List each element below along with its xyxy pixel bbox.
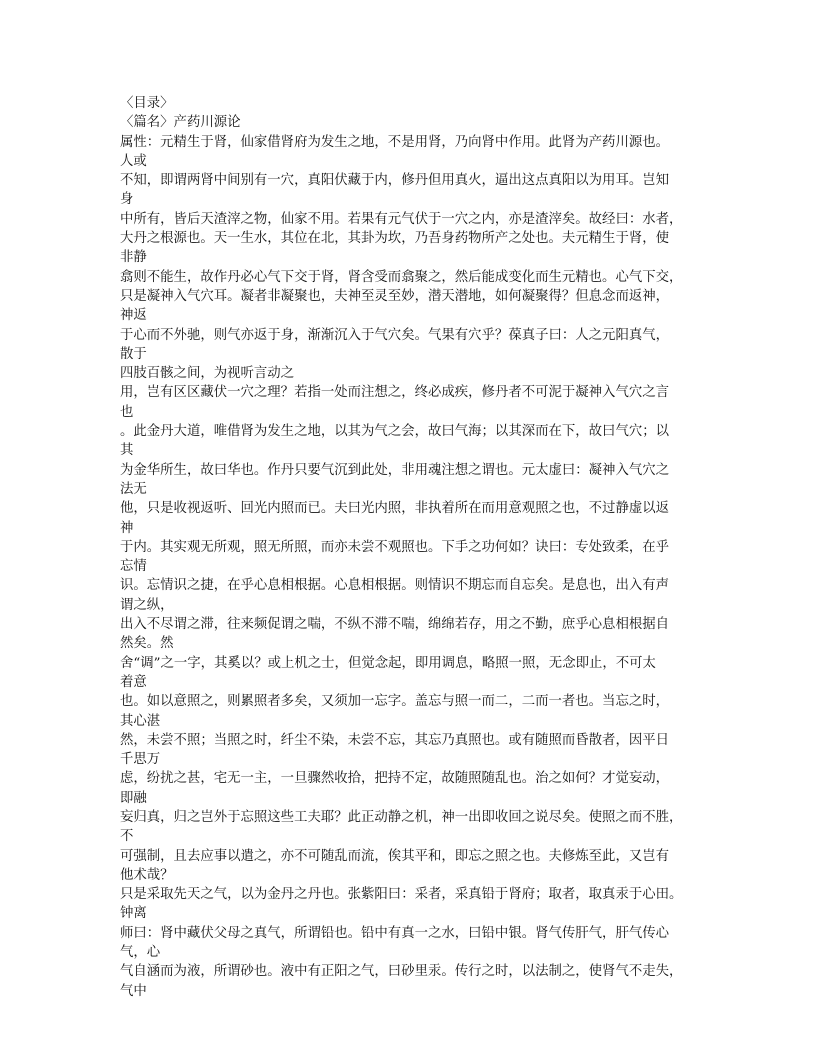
- text-line: 于心而不外驰，则气亦返于身，渐渐沉入于气穴矣。气果有穴乎？葆真子曰：人之元阳真气，: [120, 327, 670, 343]
- text-line: 钟离: [120, 906, 147, 922]
- text-line: 非静: [120, 250, 147, 266]
- text-line: 识。忘情识之捷，在乎心息相根据。心息相根据。则情识不期忘而自忘矣。是息也，出入有声: [120, 578, 670, 594]
- text-line: 舍“调”之一字，其奚以？或上机之士，但觉念起，即用调息，略照一照，无念即止，不可太: [120, 655, 656, 671]
- text-line: 散于: [120, 346, 147, 362]
- text-line: 可强制，且去应事以遣之，亦不可随乱而流，俟其平和，即忘之照之也。夫修炼至此，又岂有: [120, 848, 670, 864]
- text-line: 身: [120, 192, 134, 208]
- text-line: 谓之纵，: [120, 597, 174, 613]
- text-line: 只是采取先天之气，以为金丹之丹也。张紫阳曰：采者，采真铅于肾府；取者，取真汞于心田。: [120, 887, 683, 903]
- text-line: 神: [120, 520, 134, 536]
- toc-heading: 〈目录〉: [120, 96, 174, 111]
- text-line: 大丹之根源也。天一生水，其位在北，其卦为坎，乃吾身药物所产之处也。夫元精生于肾，使: [120, 231, 670, 247]
- text-line: 也。如以意照之，则累照者多矣，又须加一忘字。盖忘与照一而二，二而一者也。当忘之时，: [120, 694, 670, 710]
- text-line: 。此金丹大道，唯借肾为发生之地，以其为气之会，故曰气海；以其深而在下，故曰气穴；以: [120, 424, 670, 440]
- text-line: 其: [120, 443, 134, 459]
- text-line: 翕则不能生，故作丹必心气下交于肾，肾含受而翕聚之，然后能成变化而生元精也。心气下交，: [120, 269, 683, 285]
- text-line: 人或: [120, 153, 147, 169]
- body-text: [120, 133, 700, 1001]
- text-line: 神返: [120, 308, 147, 324]
- text-line: 然，未尝不照；当照之时，纤尘不染，未尝不忘，其忘乃真照也。或有随照而昏散者，因平日: [120, 732, 670, 748]
- text-line: 师曰：肾中藏伏父母之真气，所谓铅也。铅中有真一之水，曰铅中银。肾气传肝气，肝气传心: [120, 925, 670, 941]
- text-line: 着意: [120, 674, 147, 690]
- text-line: 他，只是收视返听、回光内照而已。夫曰光内照，非执着所在而用意观照之也，不过静虚以返: [120, 501, 670, 517]
- text-line: 虑，纷扰之甚，宅无一主，一旦骤然收拾，把持不定，故随照随乱也。治之如何？才觉妄动，: [120, 771, 670, 787]
- text-line: 气自涵而为液，所谓砂也。液中有正阳之气，曰砂里汞。传行之时，以法制之，使肾气不走失，: [120, 964, 683, 980]
- text-line: 即融: [120, 790, 147, 806]
- text-line: 不: [120, 829, 134, 845]
- text-line: 妄归真，归之岂外于忘照这些工夫耶？此正动静之机，神一出即收回之说尽矣。使照之而不胜，: [120, 809, 683, 825]
- text-line: 四肢百骸之间，为视听言动之: [120, 366, 295, 382]
- text-line: 气中: [120, 983, 147, 999]
- text-line: 不知，即谓两肾中间别有一穴，真阳伏藏于内，修丹但用真火，逼出这点真阳以为用耳。岂知: [120, 173, 670, 189]
- text-line: 只是凝神入气穴耳。凝者非凝聚也，夫神至灵至妙，潜天潜地，如何凝聚得？但息念而返神，: [120, 288, 670, 304]
- text-line: 法无: [120, 481, 147, 497]
- text-line: 出入不尽谓之滞，往来频促谓之喘，不纵不滞不喘，绵绵若存，用之不勤，庶乎心息相根据自: [120, 617, 670, 633]
- text-line: 其心湛: [120, 713, 161, 729]
- text-line: 也: [120, 404, 134, 420]
- text-line: 忘情: [120, 559, 147, 575]
- chapter-title: 〈篇名〉产药川源论: [120, 115, 241, 131]
- text-line: 为金华所生，故曰华也。作丹只要气沉到此处，非用魂注想之谓也。元太虚曰：凝神入气穴之: [120, 462, 670, 478]
- text-line: 然矣。然: [120, 636, 174, 652]
- text-line: 属性：元精生于肾，仙家借肾府为发生之地，不是用肾，乃向肾中作用。此肾为产药川源也。: [120, 134, 670, 150]
- text-line: 中所有，皆后天渣滓之物，仙家不用。若果有元气伏于一穴之内，亦是渣滓矣。故经曰：水者，: [120, 211, 683, 227]
- text-line: 他术哉？: [120, 867, 174, 883]
- text-line: 于内。其实观无所观，照无所照，而亦未尝不观照也。下手之功何如？诀曰：专处致柔，在乎: [120, 539, 670, 555]
- text-line: 千思万: [120, 752, 161, 768]
- text-line: 用，岂有区区藏伏一穴之理？若指一处而注想之，终必成疾，修丹者不可泥于凝神入气穴之言: [120, 385, 670, 401]
- document-page: [120, 94, 700, 1001]
- text-line: 气，心: [120, 945, 161, 961]
